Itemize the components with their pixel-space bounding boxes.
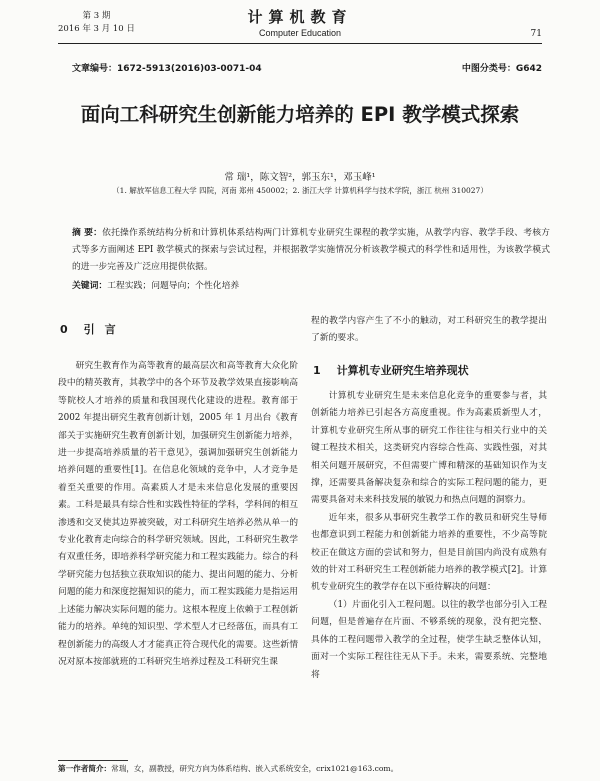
author-list: 常 瑞¹，陈文智²，郭玉东¹，邓玉峰¹ [224, 172, 376, 183]
right-column-body [311, 388, 547, 684]
right-column-top [311, 313, 547, 348]
journal-name [200, 6, 400, 38]
footnote-label: 第一作者简介： [58, 764, 112, 773]
section-heading-intro [60, 321, 126, 337]
intro-continuation: 程的教学内容产生了不小的触动，对工科研究生的教学提出了新的要求。 [311, 316, 547, 344]
section-heading-status [313, 362, 469, 378]
author-footnote [58, 763, 548, 774]
intro-paragraph: 研究生教育作为高等教育的最高层次和高等教育大众化阶段中的精英教育，其教学中的各个环节及教学效果直接影响高等院校人才培养的质量和我国现代化建设的进程。教育部于 2002 年提出研究生教育创新计划，2005 年 1 月出台《教育部关于实施研究生教育创新计划，加强研究生创新能力培养，进一步提高培养质量的若干意见》，强调加强研究生创新能力培养问题的重要性[1]。在信息化领域的竞争中，人才竞争是着至关重要的作用。高素质人才是未来信息化发展的重要因素。工科是最具有综合性和实践性特征的学科，学科间的相互渗透和交叉使其边界被突破，对工科研究生培养必然从单一的专业化教育走向综合的科学研究领域。因此，工科研究生教学有双重任务，即培养科学研究能力和工程实践能力。综合的科学研究能力包括独立获取知识的能力、提出问题的能力、分析问题的能力和深度挖掘知识的能力，而工程实践能力是指运用上述能力解决实际问题的能力。这根本程度上依赖于工程创新能力的培养。单纯的知识型、学术型人才已经落伍，而具有工程创新能力的高级人才才能真正符合现代化的需要。这些新情况对原本按部就班的工科研究生培养过程及工科研究生课 [58, 361, 298, 667]
body-paragraph: （1）片面化引入工程问题。以往的教学也部分引入工程问题，但是普遍存在片面、不够系统的现象，没有把完整、具体的工程问题带入教学的全过程，使学生缺乏整体认知，面对一个实际工程往往无从下手。未来，需要系统、完整地将 [311, 599, 547, 680]
paper-title: 面向工科研究生创新能力培养的 EPI 教学模式探索 [80, 103, 520, 126]
section-title: 计算机专业研究生培养现状 [336, 364, 469, 377]
body-paragraph: 近年来，很多从事研究生教学工作的教员和研究生导师也都意识到工程能力和创新能力培养的重要性，不少高等院校正在做这方面的尝试和努力，但是目前国内尚没有成熟有效的针对工科研究生工程创新能力培养的教学模式[2]。计算机专业研究生的教学存在以下亟待解决的问题： [311, 512, 547, 593]
keywords-text: 工程实践；问题导向；个性化培养 [107, 281, 240, 291]
page-number: 71 [530, 29, 542, 39]
abstract [72, 225, 550, 276]
header-divider [58, 43, 542, 44]
abstract-text: 依托操作系统结构分析和计算机体系结构两门计算机专业研究生课程的教学实施，从教学内容、教学手段、考核方式等多方面阐述 EPI 教学模式的探索与尝试过程，并根据教学实施情况分析该教学模式的科学性和适用性，为该教学模式的进一步完善及广泛应用提供依据。 [72, 228, 550, 272]
issue-info [58, 10, 135, 36]
section-number: 0 [60, 323, 68, 336]
issue-number: 第 3 期 [82, 11, 111, 21]
footnote-divider [58, 760, 128, 761]
issue-date: 2016 年 3 月 10 日 [58, 24, 135, 34]
journal-name-en: Computer Education [258, 28, 342, 38]
abstract-label: 摘 要： [72, 228, 103, 238]
section-number: 1 [313, 364, 321, 377]
footnote-text: 常瑞，女，副教授，研究方向为体系结构、嵌入式系统安全，crix1021@163.com。 [111, 764, 399, 773]
keywords [72, 278, 550, 291]
classification-number: 中图分类号：G642 [461, 64, 542, 74]
keywords-label: 关键词： [72, 281, 108, 291]
section-title: 引言 [83, 323, 126, 336]
article-number: 文章编号：1672-5913(2016)03-0071-04 [72, 64, 262, 74]
author-affiliation: （1. 解放军信息工程大学 四院，河南 郑州 450002；2. 浙江大学 计算机科学与技术学院，浙江 杭州 310027） [112, 186, 488, 195]
journal-name-cn: 计算机教育 [247, 8, 353, 26]
left-column [58, 358, 298, 671]
body-paragraph: 计算机专业研究生是未来信息化竞争的重要参与者，其创新能力培养已引起各方高度重视。作为高素质新型人才，计算机专业研究生所从事的研究工作往往与相关行业中的关键工程技术相关，这类研究内容综合性高、实践性强，对其相关问题开展研究，不但需要广博和精深的基础知识作为支撑，还需要具备解决复杂和综合的实际工程问题的能力，更需要具备对未来科技发展的敏锐力和热点问题的洞察力。 [311, 391, 547, 506]
